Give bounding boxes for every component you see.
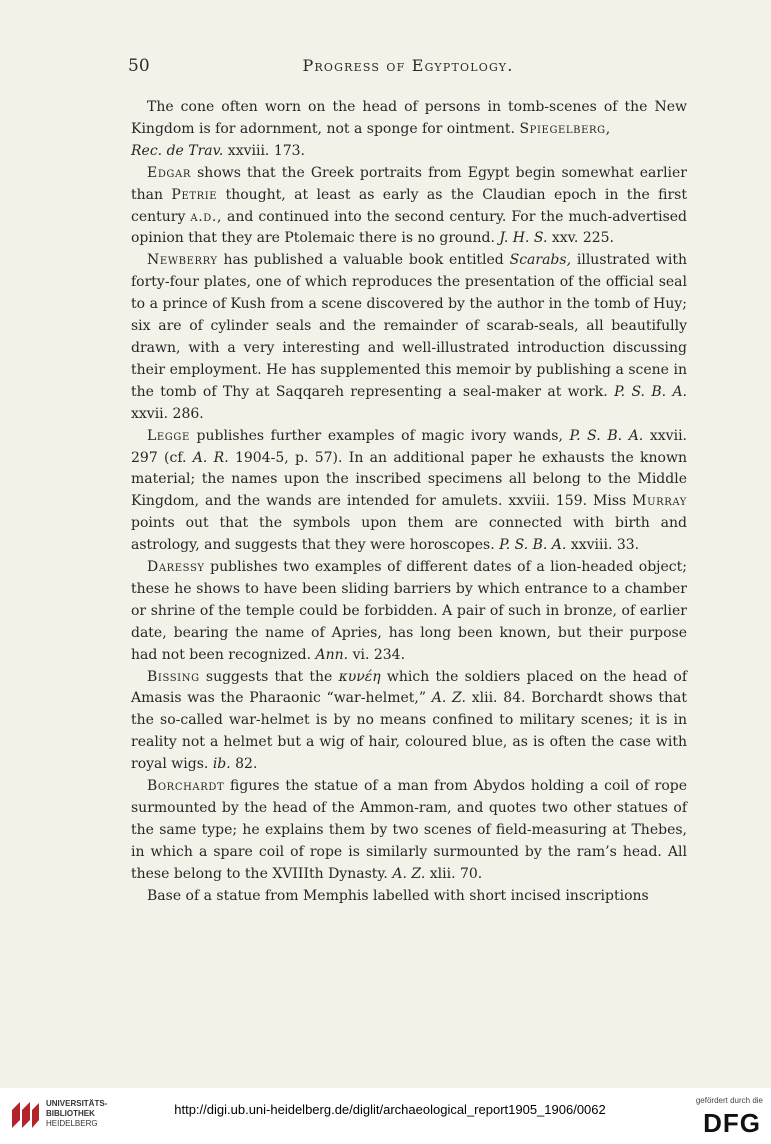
paragraph-7: Borchardt figures the statue of a man from Abydos holding a coil of rope surmounted by the head of the Ammon-ram, and quotes two other statues of the same type; he explains them by two scenes of field-measuring at Thebes, in which a spare coil of rope is similarly surmounted by the ram’s head. All these belong to the XVIIIth Dynasty. A. Z. xlii. 70. xyxy=(131,778,687,882)
paragraph-2: Edgar shows that the Greek portraits from Egypt begin somewhat earlier than Petrie thought, at least as early as the Claudian epoch in the first century a.d., and continued into the second century. For the much-advertised opinion that they are Ptolemaic there is no ground. J. H. S. xxv. 225. xyxy=(131,164,688,247)
page-number: 50 xyxy=(128,56,150,76)
paragraph-3: Newberry has published a valuable book entitled Scarabs, illustrated with forty-four plates, one of which reproduces the presentation of the official seal to a prince of Kush from a scene discovered by the author in the tomb of Huy; six are of cylinder seals and the remainder of scarab-seals, all beautifully drawn, with a very interesting and well-illustrated introduction discussing their employment. He has supplemented this memoir by publishing a scene in the tomb of Thy at Saqqareh representing a seal-maker at work. P. S. B. A. xxvii. 286. xyxy=(131,252,688,422)
paragraph-8: Base of a statue from Memphis labelled with short incised inscriptions xyxy=(147,887,649,904)
paragraph-4: Legge publishes further examples of magic ivory wands, P. S. B. A. xxvii. 297 (cf. A. R. 1904-5, p. 57). In an additional paper he exhausts the known material; the names upon the inscribed specimens all belong to the Middle Kingdom, and the wands are intended for amulets. xxviii. 159. Miss Murray points out that the symbols upon them are connected with birth and astrology, and suggests that they were horoscopes. P. S. B. A. xxviii. 33. xyxy=(131,427,687,554)
page-header xyxy=(128,56,688,84)
paragraph-1: The cone often worn on the head of persons in tomb-scenes of the New Kingdom is for adornment, not a sponge for ointment. Spiegelberg, Rec. de Trav. xxviii. 173. xyxy=(131,99,687,159)
university-library-logo-icon xyxy=(8,1098,42,1132)
funding-caption: gefördert durch die xyxy=(695,1096,763,1105)
viewer-footer xyxy=(0,1088,771,1144)
body-text xyxy=(131,97,687,908)
dfg-logo: DFG xyxy=(703,1108,761,1138)
paragraph-5: Daressy publishes two examples of different dates of a lion-headed object; these he shows to have been sliding barriers by which entrance to a chamber or shrine of the temple could be forbidden. A pair of such in bronze, of earlier date, bearing the name of Apries, has long been known, but their purpose had not been recognized. Ann. vi. 234. xyxy=(131,559,687,663)
running-title: Progress of Egyptology. xyxy=(302,56,514,75)
library-name: UNIVERSITÄTS- BIBLIOTHEK HEIDELBERG xyxy=(46,1099,108,1128)
permalink-url[interactable]: http://digi.ub.uni-heidelberg.de/diglit/archaeological_report1905_1906/0062 xyxy=(174,1102,606,1117)
paragraph-6: Bissing suggests that the κυνέη which the soldiers placed on the head of Amasis was the Pharaonic “war-helmet,” A. Z. xlii. 84. Borchardt shows that the so-called war-helmet is by no means confined to military scenes; it is in reality not a helmet but a wig of hair, coloured blue, as is often the case with royal wigs. ib. 82. xyxy=(131,668,687,773)
